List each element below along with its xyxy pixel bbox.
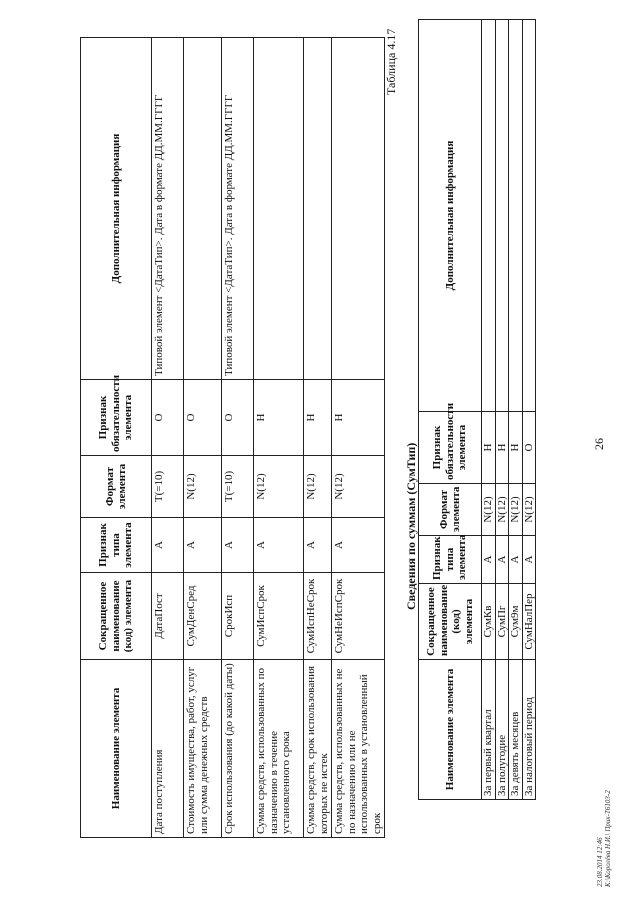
column-header: Наименование элемента — [81, 660, 152, 838]
table-cell: Сум9м — [509, 584, 523, 660]
table-cell — [184, 38, 222, 380]
column-header: Признак обязательности элемента — [81, 380, 152, 456]
table-cell: N(12) — [509, 484, 523, 536]
table-cell: Типовой элемент <ДатаТип>. Дата в формате ДД.ММ.ГГГГ — [152, 38, 184, 380]
table-cell: O — [522, 412, 536, 484]
table-number: Таблица 4.17 — [384, 28, 398, 95]
table-cell: N(12) — [482, 484, 496, 536]
table-cell — [482, 20, 496, 412]
table-row — [522, 20, 536, 800]
table-cell: A — [509, 536, 523, 584]
table-cell: O — [152, 380, 184, 456]
table-cell: ДатаПост — [152, 573, 184, 660]
table-cell: Типовой элемент <ДатаТип>. Дата в формате ДД.ММ.ГГГГ — [222, 38, 254, 380]
table-cell: СумНалПер — [522, 584, 536, 660]
table-cell: СумНеИспСрок — [332, 573, 385, 660]
table-cell: Срок использования (до какой даты) — [222, 660, 254, 838]
table-cell: Сумма средств, срок использования которых не истек — [304, 660, 332, 838]
footer-path: К:\Королёва Н.И.\ Прик-Т6103-2 — [604, 790, 612, 887]
table-cell — [254, 38, 304, 380]
table-row — [222, 38, 254, 838]
table-cell: За девять месяцев — [509, 660, 523, 800]
table-cell: Дата поступления — [152, 660, 184, 838]
table-cell: A — [482, 536, 496, 584]
table-cell: A — [222, 518, 254, 573]
table-cell — [332, 38, 385, 380]
table-caption: Сведения по суммам (СумТип) — [404, 442, 418, 610]
column-header: Признак типа элемента — [419, 536, 482, 584]
table-row — [332, 38, 385, 838]
table-cell: N(12) — [495, 484, 509, 536]
column-header: Признак типа элемента — [81, 518, 152, 573]
table-cell: H — [304, 380, 332, 456]
table-cell: H — [495, 412, 509, 484]
table-cell: H — [332, 380, 385, 456]
table-cell: O — [184, 380, 222, 456]
table-cell: A — [522, 536, 536, 584]
table-cell: A — [254, 518, 304, 573]
table-cell: СумИспНеСрок — [304, 573, 332, 660]
sums-table — [418, 19, 536, 800]
table-cell: Сумма средств, использованных не по назначению или не использованных в установленный срок — [332, 660, 385, 838]
table-row — [482, 20, 496, 800]
table-row — [254, 38, 304, 838]
table-cell: T(=10) — [152, 456, 184, 518]
table-cell: N(12) — [522, 484, 536, 536]
table-cell: СрокИсп — [222, 573, 254, 660]
table-row — [152, 38, 184, 838]
table-cell: H — [482, 412, 496, 484]
column-header: Сокращенное наименование (код) элемента — [419, 584, 482, 660]
table-cell: A — [184, 518, 222, 573]
table-cell: N(12) — [254, 456, 304, 518]
table-cell: H — [509, 412, 523, 484]
table-cell: За первый квартал — [482, 660, 496, 800]
column-header: Сокращенное наименование (код) элемента — [81, 573, 152, 660]
column-header: Наименование элемента — [419, 660, 482, 800]
table-cell: СумПг — [495, 584, 509, 660]
table-cell: H — [254, 380, 304, 456]
table-cell: O — [222, 380, 254, 456]
table-cell: СумКв — [482, 584, 496, 660]
table-cell: За полугодие — [495, 660, 509, 800]
footer-date: 23.08.2014 12:46 — [596, 837, 604, 887]
table-cell: A — [495, 536, 509, 584]
column-header: Дополнительная информация — [81, 38, 152, 380]
table-header-row — [81, 38, 152, 838]
table-row — [495, 20, 509, 800]
table-cell — [522, 20, 536, 412]
table-cell: N(12) — [304, 456, 332, 518]
page-number: 26 — [592, 438, 606, 450]
table-cell: Сумма средств, использованных по назначению в течение установленного срока — [254, 660, 304, 838]
table-cell: A — [304, 518, 332, 573]
table-row — [184, 38, 222, 838]
table-cell — [509, 20, 523, 412]
table-cell: T(=10) — [222, 456, 254, 518]
table-cell: За налоговый период — [522, 660, 536, 800]
column-header: Признак обязательности элемента — [419, 412, 482, 484]
table-cell: СумИспСрок — [254, 573, 304, 660]
table-row — [509, 20, 523, 800]
table-row — [304, 38, 332, 838]
table-header-row — [419, 20, 482, 800]
elements-table — [80, 37, 385, 838]
table-cell: A — [152, 518, 184, 573]
table-cell — [495, 20, 509, 412]
table-cell: Стоимость имущества, работ, услуг или сумма денежных средств — [184, 660, 222, 838]
column-header: Формат элемента — [419, 484, 482, 536]
table-cell: СумДенСред — [184, 573, 222, 660]
column-header: Дополнительная информация — [419, 20, 482, 412]
table-cell: A — [332, 518, 385, 573]
table-cell: N(12) — [332, 456, 385, 518]
footer-stamp — [596, 790, 612, 887]
table-cell — [304, 38, 332, 380]
column-header: Формат элемента — [81, 456, 152, 518]
table-cell: N(12) — [184, 456, 222, 518]
